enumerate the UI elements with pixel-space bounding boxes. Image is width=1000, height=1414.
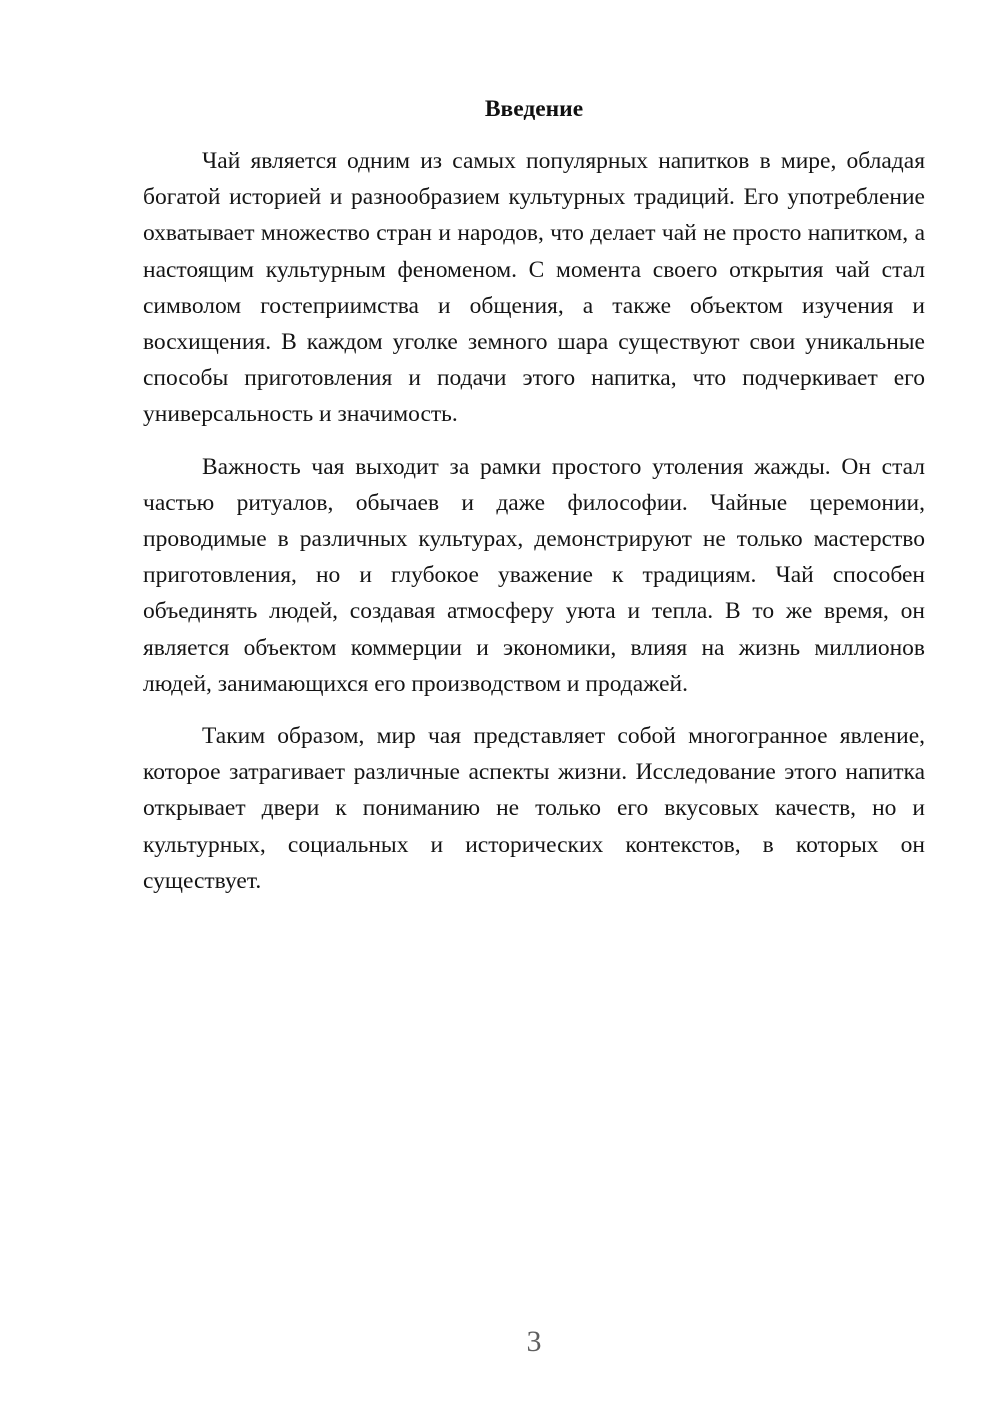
paragraph-intro-1: Чай является одним из самых популярных напитков в мире, обладая богатой историей и разнообразием культурных традиций. Его употребление охватывает множество стран и народов, что делает чай не просто напитком, а настоящим культурным феноменом. С момента своего открытия чай стал символом гостеприимства и общения, а также объектом изучения и восхищения. В каждом уголке земного шара существуют свои уникальные способы приготовления и подачи этого напитка, что подчеркивает его универсальность и значимость. xyxy=(143,148,925,428)
page-number: 3 xyxy=(526,1325,542,1358)
paragraph-intro-3: Таким образом, мир чая представляет собой многогранное явление, которое затрагивает различные аспекты жизни. Исследование этого напитка открывает двери к пониманию не только его вкусовых качеств, но и культурных, социальных и исторических контекстов, в которых он существует. xyxy=(143,723,925,894)
paragraph-intro-2: Важность чая выходит за рамки простого утоления жажды. Он стал частью ритуалов, обычаев и даже философии. Чайные церемонии, проводимые в различных культурах, демонстрируют не только мастерство приготовления, но и глубокое уважение к традициям. Чай способен объединять людей, создавая атмосферу уюта и тепла. В то же время, он является объектом коммерции и экономики, влияя на жизнь миллионов людей, занимающихся его производством и продажей. xyxy=(143,453,925,697)
section-heading: Введение xyxy=(484,96,584,122)
